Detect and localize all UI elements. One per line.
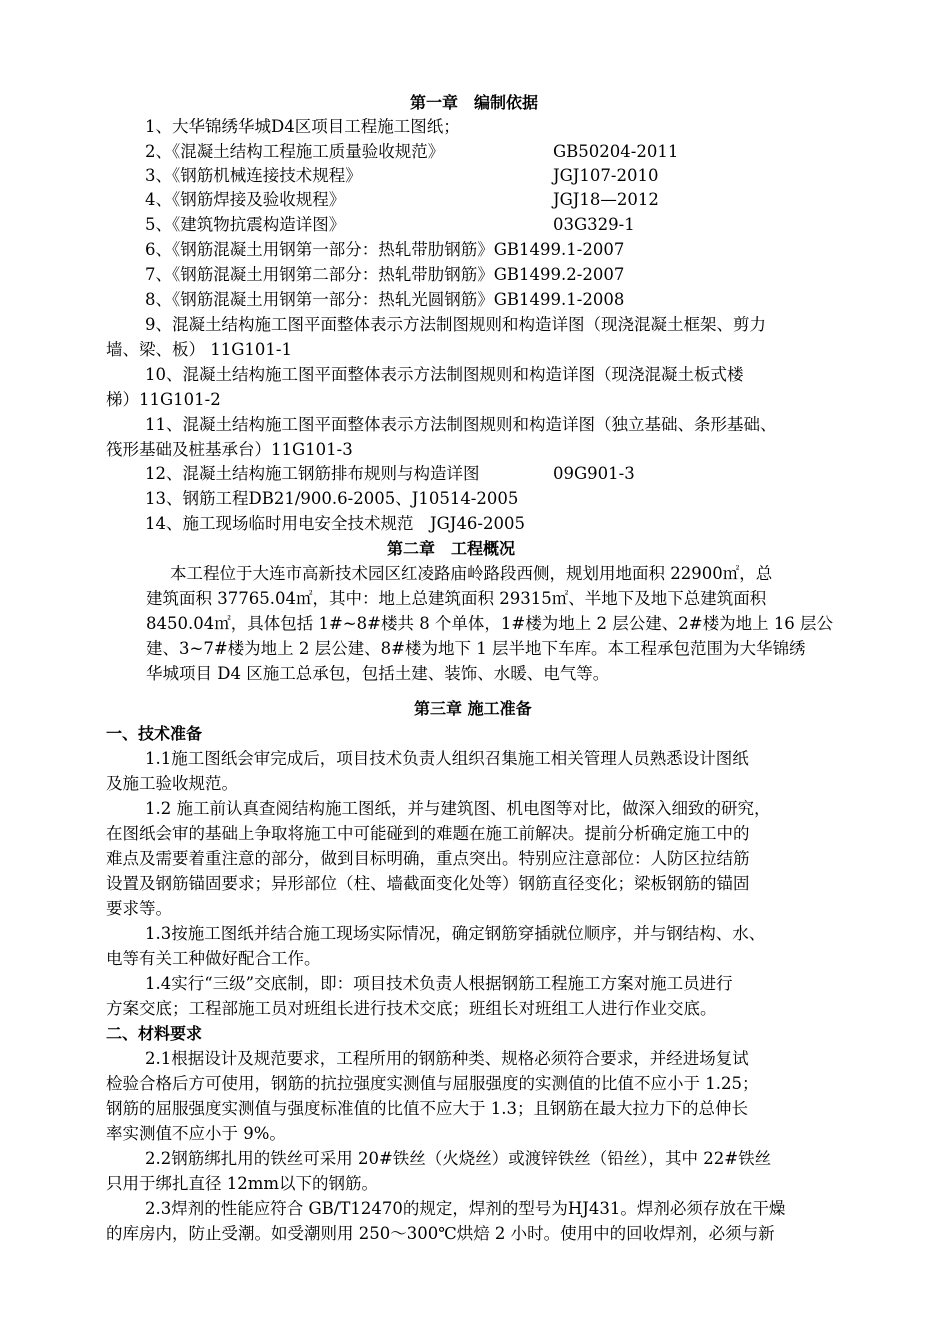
ref-item-6: 6、《钢筋混凝土用钢第一部分：热轧带肋钢筋》GB1499.1-2007	[145, 240, 625, 259]
para-1-1-line-1: 1.1施工图纸会审完成后，项目技术负责人组织召集施工相关管理人员熟悉设计图纸	[145, 749, 749, 768]
section-technical-prep: 一、技术准备	[106, 724, 203, 743]
para-2-1-line-2: 检验合格后方可使用，钢筋的抗拉强度实测值与屈服强度的实测值的比值不应小于 1.25；	[106, 1074, 759, 1093]
ref-item-3: 3、《钢筋机械连接技术规程》	[145, 166, 362, 185]
para-2-1-line-3: 钢筋的屈服强度实测值与强度标准值的比值不应大于 1.3；且钢筋在最大拉力下的总伸长	[106, 1099, 748, 1118]
chapter-2-title: 第二章 工程概况	[387, 539, 516, 558]
ref-item-11-line-2: 筏形基础及桩基承台）11G101-3	[106, 440, 353, 459]
ref-item-5: 5、《建筑物抗震构造详图》	[145, 215, 346, 234]
ref-item-12-code: 09G901-3	[553, 464, 635, 483]
para-2-3-line-2: 的库房内，防止受潮。如受潮则用 250～300℃烘焙 2 小时。使用中的回收焊剂，必须与新	[106, 1224, 775, 1243]
ref-item-4-code: JGJ18—2012	[553, 190, 659, 209]
ref-item-8: 8、《钢筋混凝土用钢第一部分：热轧光圆钢筋》GB1499.1-2008	[145, 290, 625, 309]
ref-item-2: 2、《混凝土结构工程施工质量验收规范》	[145, 142, 445, 161]
overview-line-1: 本工程位于大连市高新技术园区红凌路庙岭路段西侧，规划用地面积 22900㎡，总	[170, 564, 773, 583]
ref-item-12: 12、混凝土结构施工钢筋排布规则与构造详图	[145, 464, 480, 483]
para-1-4-line-1: 1.4实行“三级”交底制，即：项目技术负责人根据钢筋工程施工方案对施工员进行	[145, 974, 733, 993]
section-material-requirements: 二、材料要求	[106, 1024, 203, 1043]
para-2-1-line-1: 2.1根据设计及规范要求，工程所用的钢筋种类、规格必须符合要求，并经进场复试	[145, 1049, 749, 1068]
para-1-3-line-1: 1.3按施工图纸并结合施工现场实际情况，确定钢筋穿插就位顺序，并与钢结构、水、	[145, 924, 766, 943]
overview-line-2: 建筑面积 37765.04㎡，其中：地上总建筑面积 29315㎡、半地下及地下总建筑面积	[146, 589, 767, 608]
chapter-1-title: 第一章 编制依据	[410, 93, 539, 112]
ref-item-1: 1、大华锦绣华城D4区项目工程施工图纸；	[145, 117, 460, 136]
ref-item-2-code: GB50204-2011	[553, 142, 679, 161]
ref-item-10-line-2: 梯）11G101-2	[106, 390, 221, 409]
ref-item-10-line-1: 10、混凝土结构施工图平面整体表示方法制图规则和构造详图（现浇混凝土板式楼	[145, 365, 744, 384]
ref-item-11-line-1: 11、混凝土结构施工图平面整体表示方法制图规则和构造详图（独立基础、条形基础、	[145, 415, 777, 434]
ref-item-14: 14、施工现场临时用电安全技术规范 JGJ46-2005	[145, 514, 525, 533]
para-1-2-line-1: 1.2 施工前认真查阅结构施工图纸，并与建筑图、机电图等对比，做深入细致的研究，	[145, 799, 771, 818]
para-1-2-line-3: 难点及需要着重注意的部分，做到目标明确，重点突出。特别应注意部位：人防区拉结筋	[106, 849, 750, 868]
chapter-3-title: 第三章 施工准备	[414, 699, 532, 718]
ref-item-9-line-1: 9、混凝土结构施工图平面整体表示方法制图规则和构造详图（现浇混凝土框架、剪力	[145, 315, 766, 334]
ref-item-4: 4、《钢筋焊接及验收规程》	[145, 190, 346, 209]
overview-line-5: 华城项目 D4 区施工总承包，包括土建、装饰、水暖、电气等。	[146, 664, 610, 683]
para-1-2-line-2: 在图纸会审的基础上争取将施工中可能碰到的难题在施工前解决。提前分析确定施工中的	[106, 824, 750, 843]
para-1-3-line-2: 电等有关工种做好配合工作。	[106, 949, 321, 968]
para-2-3-line-1: 2.3焊剂的性能应符合 GB/T12470的规定，焊剂的型号为HJ431。焊剂必须存放在干燥	[145, 1199, 786, 1218]
ref-item-9-line-2: 墙、梁、板） 11G101-1	[106, 340, 292, 359]
ref-item-3-code: JGJ107-2010	[553, 166, 659, 185]
para-1-2-line-5: 要求等。	[106, 899, 172, 918]
para-2-2-line-1: 2.2钢筋绑扎用的铁丝可采用 20#铁丝（火烧丝）或渡锌铁丝（铅丝），其中 22#铁丝	[145, 1149, 772, 1168]
para-2-2-line-2: 只用于绑扎直径 12mm以下的钢筋。	[106, 1174, 379, 1193]
ref-item-13: 13、钢筋工程DB21/900.6-2005、J10514-2005	[145, 489, 519, 508]
ref-item-5-code: 03G329-1	[553, 215, 635, 234]
para-1-1-line-2: 及施工验收规范。	[106, 774, 238, 793]
para-1-2-line-4: 设置及钢筋锚固要求；异形部位（柱、墙截面变化处等）钢筋直径变化；梁板钢筋的锚固	[106, 874, 750, 893]
para-1-4-line-2: 方案交底；工程部施工员对班组长进行技术交底；班组长对班组工人进行作业交底。	[106, 999, 717, 1018]
ref-item-7: 7、《钢筋混凝土用钢第二部分：热轧带肋钢筋》GB1499.2-2007	[145, 265, 625, 284]
para-2-1-line-4: 率实测值不应小于 9%。	[106, 1124, 286, 1143]
overview-line-3: 8450.04㎡，具体包括 1#~8#楼共 8 个单体，1#楼为地上 2 层公建、2#楼为地上 16 层公	[146, 614, 834, 633]
overview-line-4: 建、3~7#楼为地上 2 层公建、8#楼为地下 1 层半地下车库。本工程承包范围为大华锦绣	[146, 639, 806, 658]
